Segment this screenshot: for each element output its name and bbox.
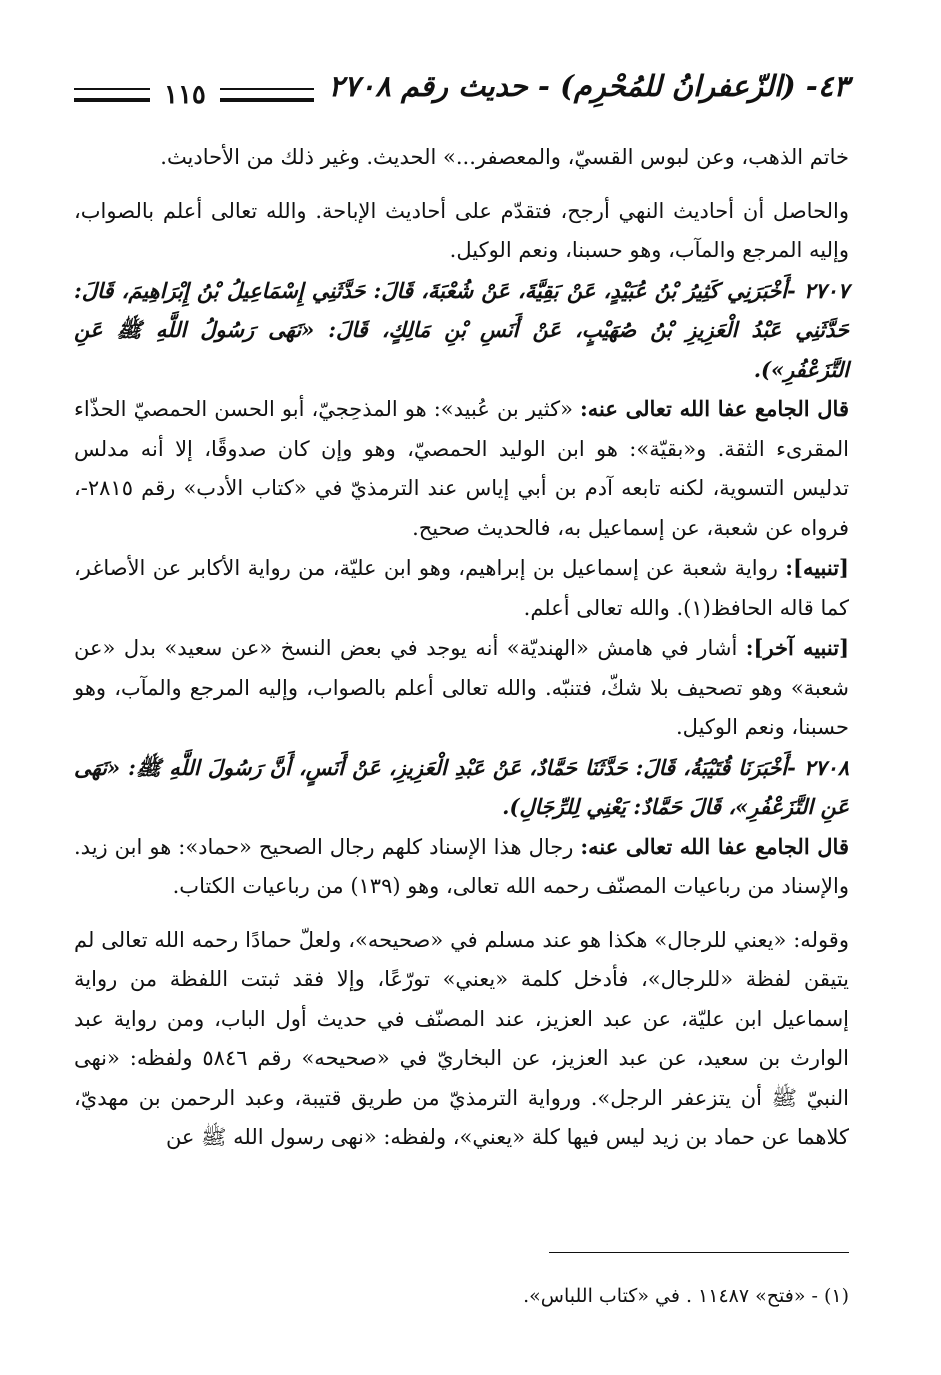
commentary-paragraph: قال الجامع عفا الله تعالى عنه: «كثير بن عُبيد»: هو المذحِجيّ، أبو الحسن الحمصيّ الحذّاء المقرىء الثقة. و«بقيّة»: هو ابن الوليد الحمصيّ، وهو وإن كان صدوقًا، إلا أنه مدلس تدليس التسوية، لكنه تابعه آدم بن أبي إياس عند الترمذيّ في «كتاب الأدب» رقم ٢٨١٥-، فرواه عن شعبة، عن إسماعيل به، فالحديث صحيح. <box>74 396 849 540</box>
note-lead: [تنبيه]: <box>785 555 849 580</box>
paragraph: وقوله: «يعني للرجال» هكذا هو عند مسلم في «صحيحه»، ولعلّ حمادًا رحمه الله تعالى لم يتيقن لفظة «للرجال»، فأدخل كلمة «يعني» تورّعًا، وإلا فقد ثبتت اللفظة من رواية إسماعيل ابن عليّة، عن عبد العزيز، عند المصنّف في حديث أول الباب، ومن رواية عبد الوارث بن سعيد، عن عبد العزيز، عن البخاريّ في «صحيحه» رقم ٥٨٤٦ ولفظه: «نهى النبيّ ﷺ أن يتزعفر الرجل». ورواية الترمذيّ من طريق قتيبة، وعبد الرحمن بن مهديّ، كلاهما عن حماد بن زيد ليس فيها كلة «يعني»، ولفظه: «نهى رسول الله ﷺ عن <box>74 927 849 1149</box>
main-text <box>74 138 849 1158</box>
header-rule-end <box>74 88 150 102</box>
chapter-title: ٤٣- (الزّعفرانُ للمُحْرِم) - حديث رقم ٢٧٠٨ <box>328 68 849 103</box>
commentary-lead: قال الجامع عفا الله تعالى عنه: <box>580 396 849 421</box>
footnote: (١) - «فتح» ١١٤٨٧ . في «كتاب اللباس». <box>523 1285 849 1307</box>
commentary-paragraph: قال الجامع عفا الله تعالى عنه: رجال هذا الإسناد كلهم رجال الصحيح «حماد»: هو ابن زيد. والإسناد من رباعيات المصنّف رحمه الله تعالى، وهو (١٣٩) من رباعيات الكتاب. <box>74 833 849 898</box>
header-rule <box>220 88 315 102</box>
note-paragraph: [تنبيه]: رواية شعبة عن إسماعيل بن إبراهيم، وهو ابن عليّة، من رواية الأكابر عن الأصاغر، كما قاله الحافظ(١). والله تعالى أعلم. <box>74 555 849 620</box>
commentary-lead: قال الجامع عفا الله تعالى عنه: <box>580 833 849 859</box>
note-paragraph: [تنبيه آخر]: أشار في هامش «الهنديّة» أنه يوجد في بعض النسخ «عن سعيد» بدل «عن شعبة» وهو تصحيف بلا شكّ، فتنبّه. والله تعالى أعلم بالصواب، وإليه المرجع والمآب، وهو حسبنا، ونعم الوكيل. <box>74 635 849 739</box>
note-lead: [تنبيه آخر]: <box>745 635 849 660</box>
hadith-paragraph: ٢٧٠٧ -أَخْبَرَنِي كَثِيرُ بْنُ عُبَيْدٍ، عَنْ بَقِيَّةَ، عَنْ شُعْبَةَ، قَالَ: حَدَّثَنِي إِسْمَاعِيلُ بْنُ إِبْرَاهِيمَ، قَالَ: حَدَّثَنِي عَبْدُ الْعَزِيزِ بْنُ صُهَيْبٍ، عَنْ أَنَسِ بْنِ مَالِكٍ، قَالَ: «نَهَى رَسُولُ اللَّهِ ﷺ عَنِ التَّزَعْفُرِ»). <box>74 277 849 382</box>
paragraph: خاتم الذهب، وعن لبوس القسيّ، والمعصفر...» الحديث. وغير ذلك من الأحاديث. <box>160 145 849 169</box>
running-header <box>74 64 849 108</box>
page-number: ١١٥ <box>164 80 206 110</box>
hadith-paragraph: ٢٧٠٨ -أَخْبَرَنَا قُتَيْبَةُ، قَالَ: حَدَّثَنَا حَمَّادٌ، عَنْ عَبْدِ الْعَزِيزِ، عَنْ أَنَسٍ، أَنَّ رَسُولَ اللَّهِ ﷺ: «نَهَى عَنِ التَّزَعْفُرِ»، قَالَ حَمَّادٌ: يَعْنِي لِلرِّجَالِ). <box>74 754 849 819</box>
paragraph: والحاصل أن أحاديث النهي أرجح، فتقدّم على أحاديث الإباحة. والله تعالى أعلم بالصواب، وإليه المرجع والمآب، وهو حسبنا، ونعم الوكيل. <box>74 198 849 262</box>
footnote-rule <box>549 1252 849 1253</box>
